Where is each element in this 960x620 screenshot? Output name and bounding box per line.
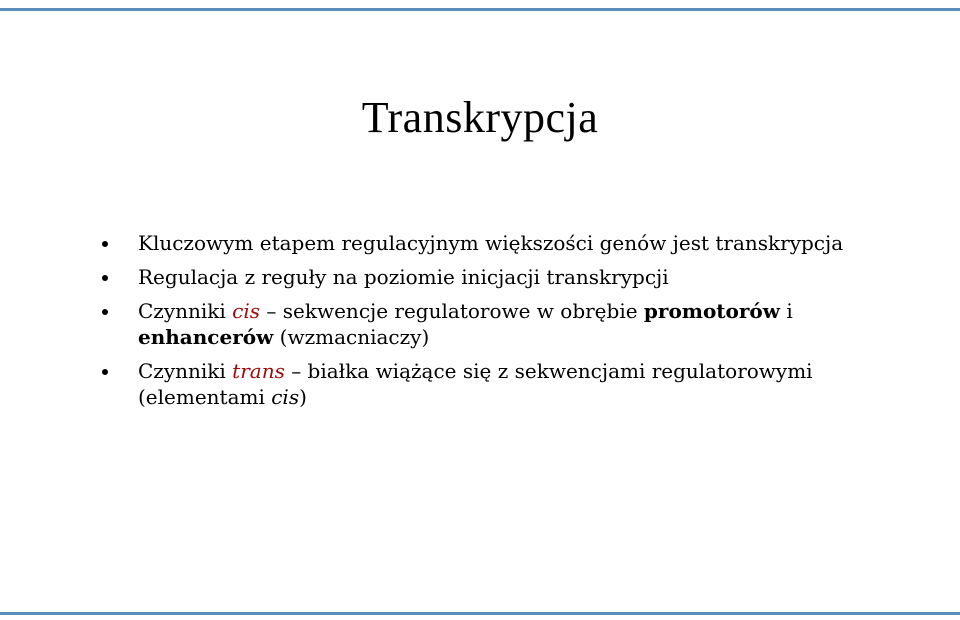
bullet-text: Kluczowym etapem regulacyjnym większości genów jest transkrypcja xyxy=(138,231,844,255)
bullet-text-conj: i xyxy=(779,299,793,323)
trans-term: trans xyxy=(232,359,285,383)
bullet-item-2 xyxy=(98,264,898,290)
slide-title: Transkrypcja xyxy=(361,93,599,142)
bullet-item-4 xyxy=(98,358,898,410)
cis-term-inline: cis xyxy=(271,385,300,409)
bullet-dot-icon xyxy=(102,309,108,315)
bullet-dot-icon xyxy=(102,275,108,281)
bullet-item-3 xyxy=(98,298,898,350)
bullet-text-middle: – sekwencje regulatorowe w obrębie xyxy=(260,299,644,323)
enhancer-term: enhancerów xyxy=(138,325,274,349)
promoter-term: promotorów xyxy=(643,299,780,323)
bullet-text-middle: – białka wiążące się z sekwencjami regulatorowymi (elementami xyxy=(138,359,813,409)
bullet-text-prefix: Czynniki xyxy=(138,299,233,323)
bottom-rule xyxy=(0,612,960,615)
bullet-text-prefix: Czynniki xyxy=(138,359,233,383)
bullet-dot-icon xyxy=(102,369,108,375)
bullet-dot-icon xyxy=(102,241,108,247)
bullet-text: Regulacja z reguły na poziomie inicjacji transkrypcji xyxy=(138,265,669,289)
bullet-item-1 xyxy=(98,230,898,256)
cis-term: cis xyxy=(232,299,261,323)
top-rule xyxy=(0,8,960,11)
bullet-list xyxy=(98,230,898,418)
bullet-text-suffix: (wzmacniaczy) xyxy=(273,325,430,349)
bullet-text-suffix: ) xyxy=(299,385,307,409)
